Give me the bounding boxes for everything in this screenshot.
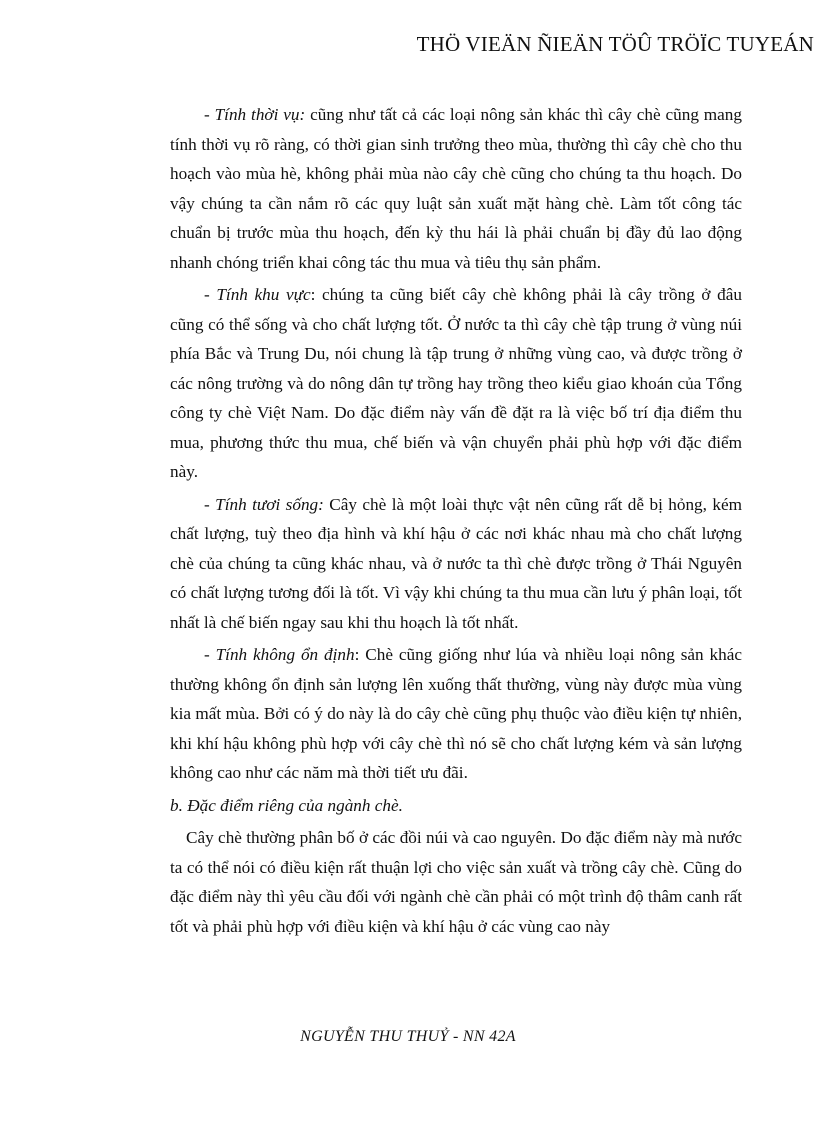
paragraph-instability [170,640,742,788]
paragraph-seasonality [170,100,742,277]
document-body [170,100,742,944]
paragraph-text: Cây chè là một loài thực vật nên cũng rất dễ bị hỏng, kém chất lượng, tuỳ theo địa hình và khí hậu ở các nơi khác nhau mà cho chất lượng chè của chúng ta cũng khác nhau, và ở nước ta thì chè được trồng ở Thái Nguyên có chất lượng tương đối là tốt. Vì vậy khi chúng ta thu mua cần lưu ý phân loại, tốt nhất là chế biến ngay sau khi thu hoạch là tốt nhất. [170,494,742,632]
paragraph-text: : chúng ta cũng biết cây chè không phải là cây trồng ở đâu cũng có thể sống và cho chất lượng tốt. Ở nước ta thì cây chè tập trung ở vùng núi phía Bắc và Trung Du, nói chung là tập trung ở những vùng cao, và được trồng ở các nông trường và do nông dân tự trồng hay trồng theo kiểu giao khoán của Tổng công ty chè Việt Nam. Do đặc điểm này vấn đề đặt ra là việc bố trí địa điểm thu mua, phương thức thu mua, chế biến và vận chuyển phải phù hợp với đặc điểm này. [170,285,742,481]
page-header: THÖ VIEÄN ÑIEÄN TÖÛ TRÖÏC TUYEÁN [416,32,814,56]
paragraph-lead: - Tính tươi sống: [204,494,324,514]
paragraph-closing: Cây chè thường phân bố ở các đồi núi và cao nguyên. Do đặc điểm này mà nước ta có thể nói có điều kiện rất thuận lợi cho việc sản xuất và trồng cây chè. Cũng do đặc điểm này thì yêu cầu đối với ngành chè cần phải có một trình độ thâm canh rất tốt và phải phù hợp với điều kiện và khí hậu ở các vùng cao này [170,828,742,936]
paragraph-lead: - Tính thời vụ: [204,105,306,124]
paragraph-lead: - Tính không ổn định [204,645,355,664]
paragraph-freshness [170,490,742,638]
paragraph-text: cũng như tất cả các loại nông sản khác thì cây chè cũng mang tính thời vụ rõ ràng, có thời gian sinh trưởng theo mùa, thường thì cây chè cho thu hoạch vào mùa hè, không phải mùa nào cây chè cũng cho chúng ta thu hoạch. Do vậy chúng ta cần nắm rõ các quy luật sản xuất mặt hàng chè. Làm tốt công tác chuẩn bị trước mùa thu hoạch, đến kỳ thu hái là phải chuẩn bị đầy đủ lao động nhanh chóng triển khai công tác thu mua và tiêu thụ sản phẩm. [170,105,742,272]
page-footer: NGUYỄN THU THUỶ - NN 42A [300,1028,516,1045]
section-subheading: b. Đặc điểm riêng của ngành chè. [170,795,403,815]
paragraph-text: : Chè cũng giống như lúa và nhiều loại nông sản khác thường không ổn định sản lượng lên xuống thất thường, vùng này được mùa vùng kia mất mùa. Bởi có ý do này là do cây chè cũng phụ thuộc vào điều kiện tự nhiên, khi khí hậu không phù hợp với cây chè thì nó sẽ cho chất lượng kém và sản lượng không cao như các năm mà thời tiết ưu đãi. [170,645,743,782]
paragraph-regionality [170,280,742,487]
paragraph-lead: - Tính khu vực [204,285,311,304]
